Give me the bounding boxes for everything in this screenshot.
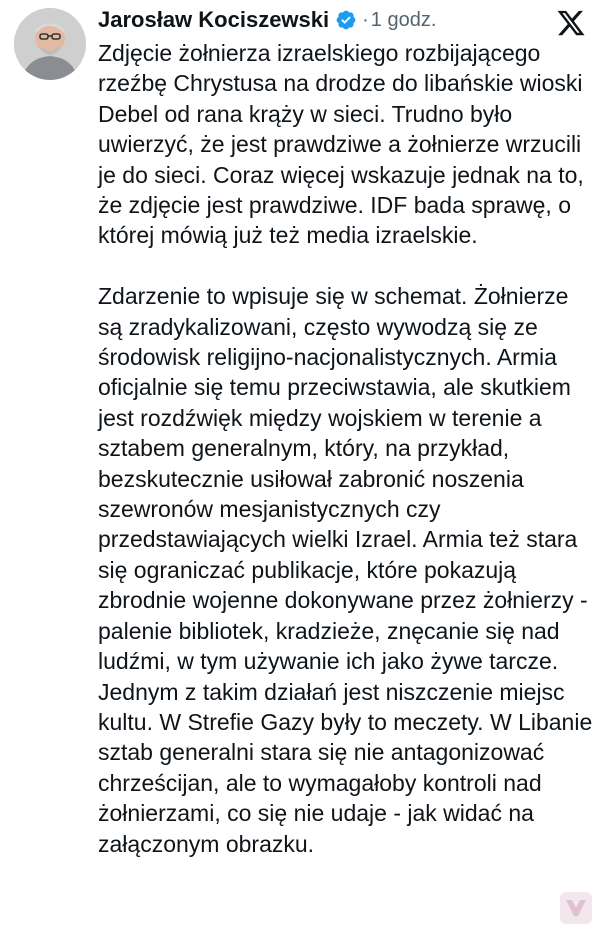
avatar-photo xyxy=(14,8,86,80)
watermark-icon xyxy=(558,890,594,926)
x-logo-icon[interactable] xyxy=(556,8,586,38)
verified-badge-icon xyxy=(335,9,357,31)
post-paragraph-2: Zdarzenie to wpisuje się w schemat. Żołnierze są zradykalizowani, często wywodzą się ze środowisk religijno-nacjonalistycznych. Armia oficjalnie się temu przeciwstawia, ale skutkiem jest rozdźwięk między wojskiem w terenie a sztabem generalnym, który, na przykład, bezskutecznie usiłował zabronić noszenia szewronów mesjanistycznych czy przedstawiających wielki Izrael. Armia też stara się ograniczać publikacje, które pokazują zbrodnie wojenne dokonywane przez żołnierzy - palenie bibliotek, kradzieże, znęcanie się nad ludźmi, w tym używanie ich jako żywe tarcze. Jednym z takim działań jest niszczenie miejsc kultu. W Strefie Gazy były to meczety. W Libanie sztab generalni stara się nie antagonizować chrześcijan, ale to wymagałoby kontroli nad żołnierzami, co się nie udaje - jak widać na załączonym obrazku. xyxy=(98,283,593,857)
author-name[interactable]: Jarosław Kociszewski xyxy=(98,7,330,32)
post-header xyxy=(98,6,436,34)
header-separator: · xyxy=(362,8,369,31)
post-body xyxy=(98,38,594,859)
avatar[interactable] xyxy=(14,8,86,80)
post-paragraph-1: Zdjęcie żołnierza izraelskiego rozbijającego rzeźbę Chrystusa na drodze do libańskie wioski Debel od rana krąży w sieci. Trudno było uwierzyć, że jest prawdziwe a żołnierze wrzucili je do sieci. Coraz więcej wskazuje jednak na to, że zdjęcie jest prawdziwe. IDF bada sprawę, o której mówią już też media izraelskie. xyxy=(98,40,584,249)
post-timestamp[interactable]: 1 godz. xyxy=(370,8,437,31)
